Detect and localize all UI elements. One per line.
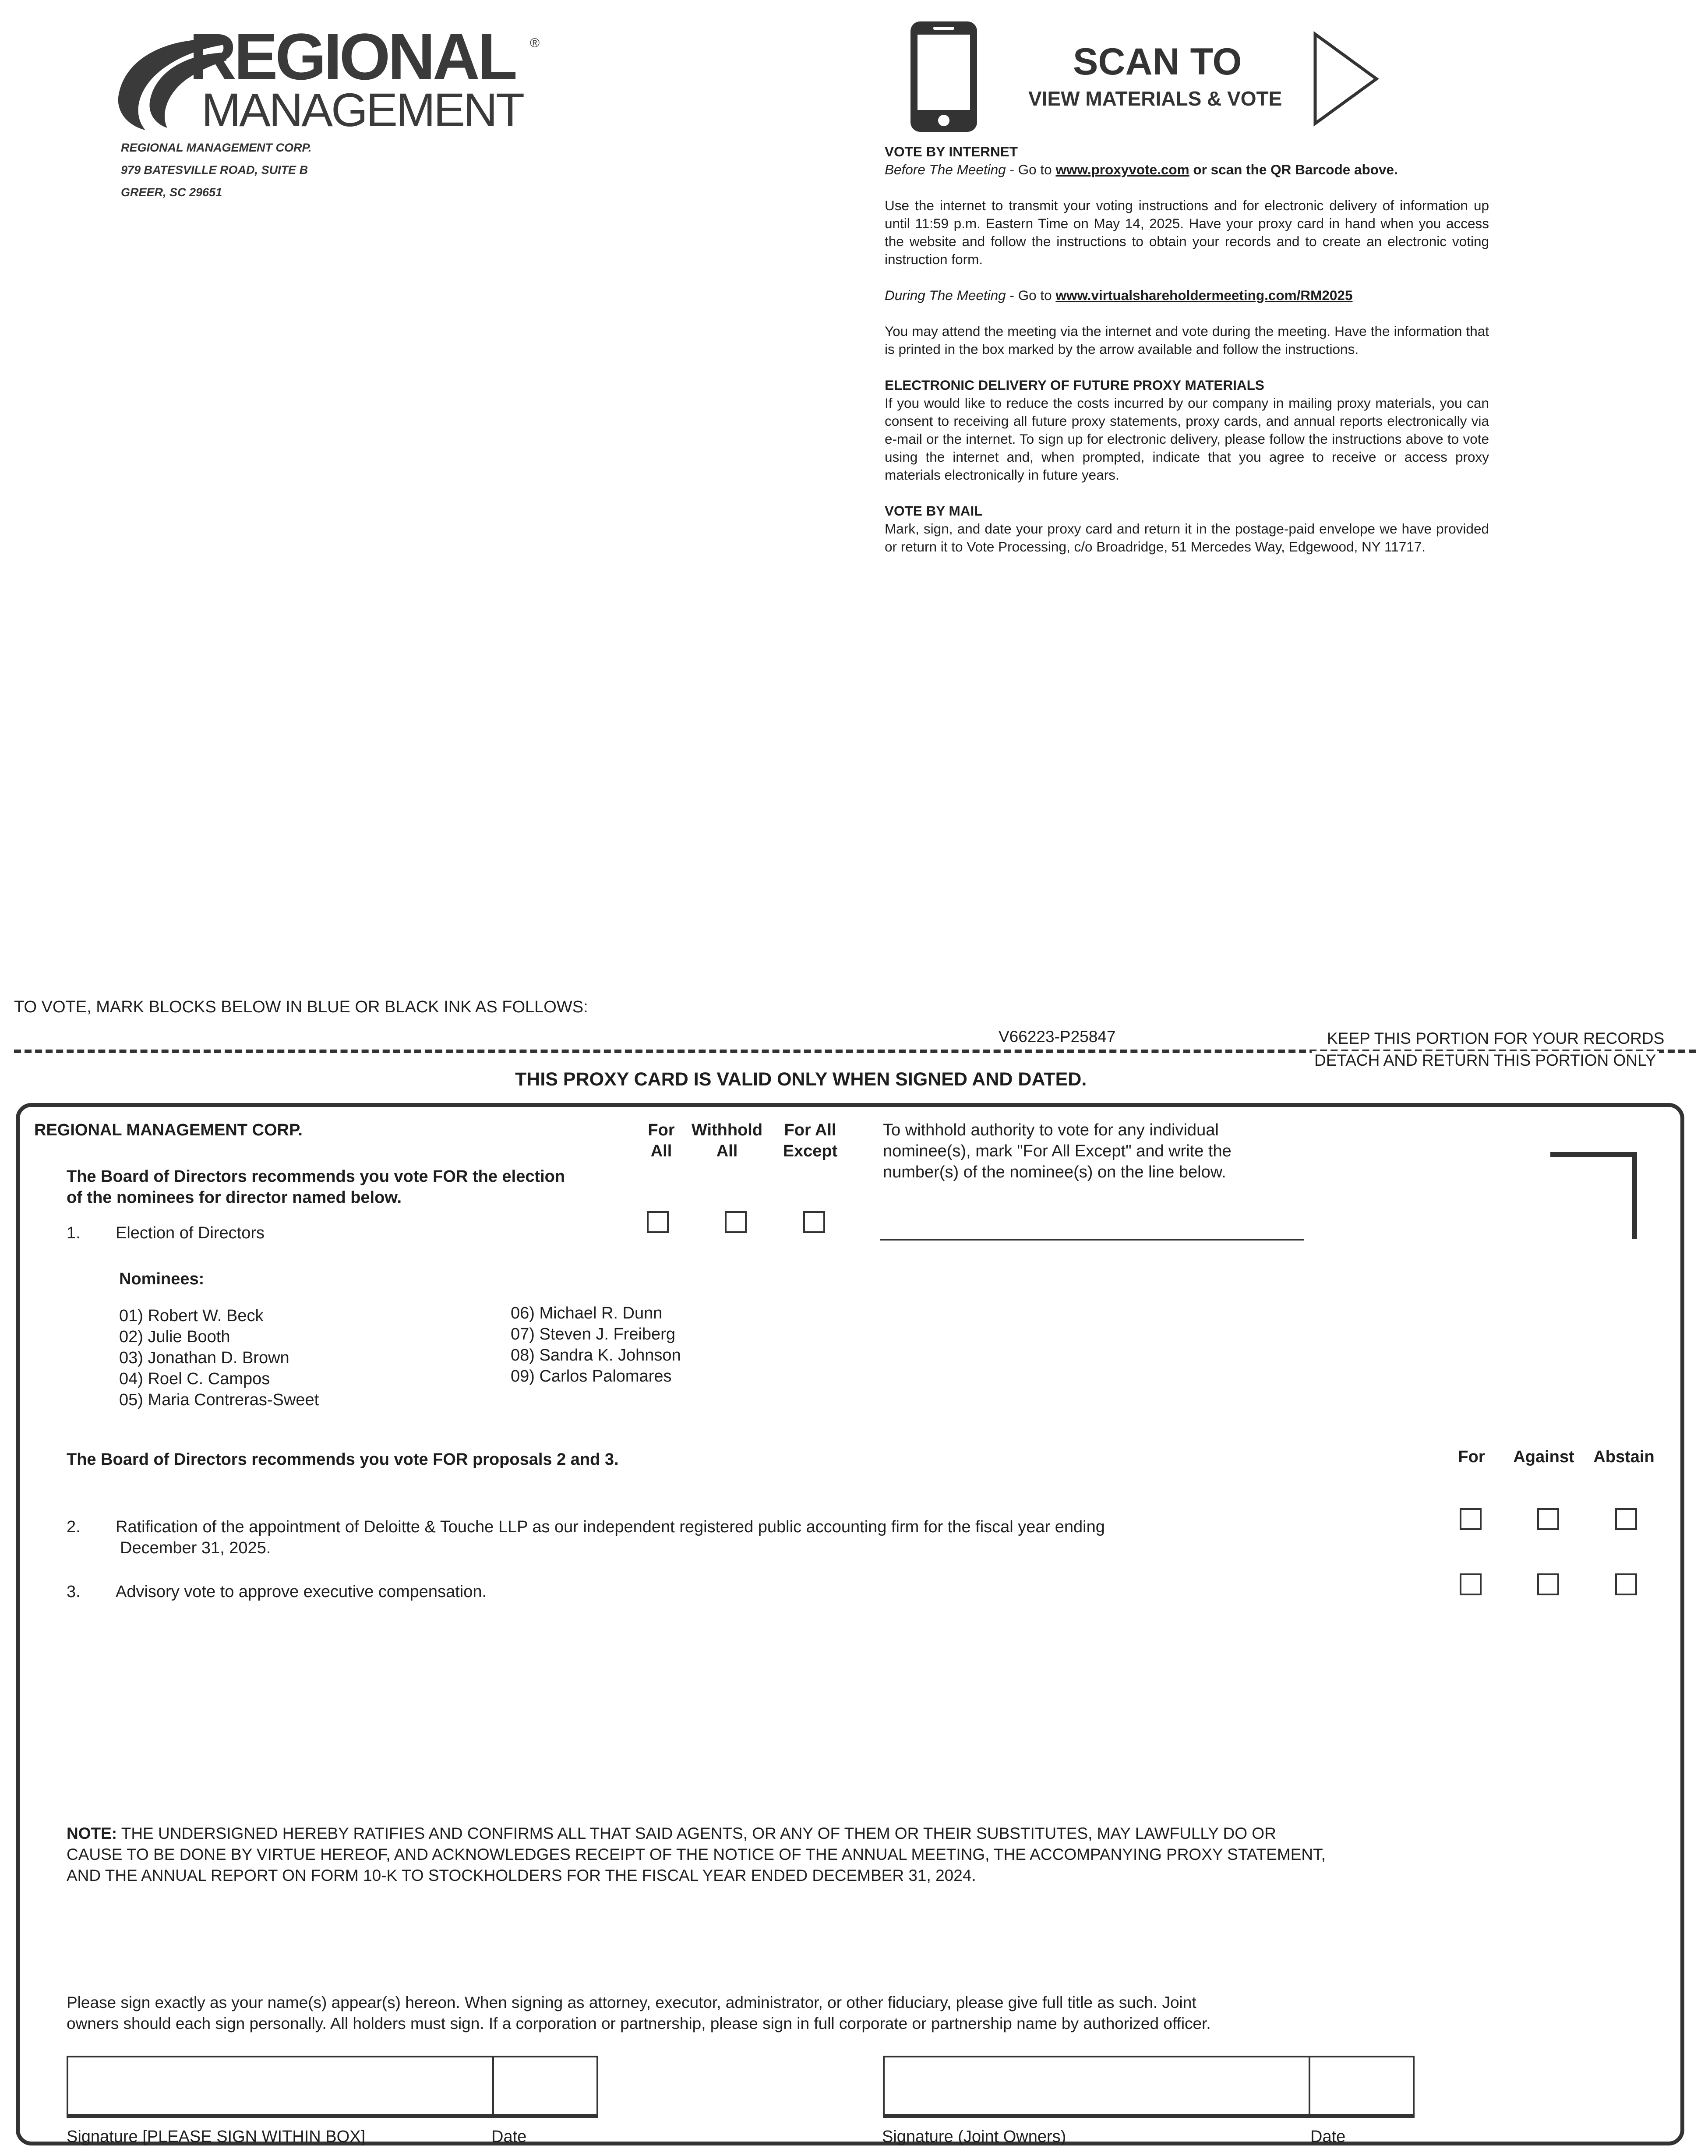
joint-signature-field[interactable]	[885, 2057, 1310, 2114]
item-3-text: Advisory vote to approve executive compensation.	[116, 1583, 487, 1601]
col-for-all-except	[771, 1120, 850, 1162]
item-2-line1: Ratification of the appointment of Deloitte & Touche LLP as our independent registered public accounting firm for the fiscal year ending	[116, 1518, 1105, 1536]
col-for-all-line1: For	[648, 1121, 675, 1139]
checkbox-item3-against[interactable]	[1537, 1573, 1559, 1595]
note-paragraph	[67, 1823, 1326, 1886]
withhold-note-line2: nominee(s), mark "For All Except" and write the	[883, 1142, 1232, 1160]
note-text-1: THE UNDERSIGNED HEREBY RATIFIES AND CONFIRMS ALL THAT SAID AGENTS, OR ANY OF THEM OR THEIR SUBSTITUTES, MAY LAWFULLY DO OR	[117, 1824, 1276, 1842]
date-field[interactable]	[494, 2057, 596, 2114]
nominee-item: 04) Roel C. Campos	[119, 1370, 270, 1388]
checkbox-for-all-except[interactable]	[803, 1211, 825, 1233]
nominee-item: 03) Jonathan D. Brown	[119, 1349, 289, 1367]
joint-signature-label: Signature (Joint Owners)	[882, 2128, 1066, 2146]
signature-label: Signature [PLEASE SIGN WITHIN BOX]	[67, 2128, 366, 2146]
date-label: Date	[491, 2128, 527, 2146]
board-rec1-line2: of the nominees for director named below.	[67, 1188, 402, 1207]
joint-date-label: Date	[1310, 2128, 1346, 2146]
voting-instructions	[885, 143, 1489, 556]
board-recommendation-2: The Board of Directors recommends you vote FOR proposals 2 and 3.	[67, 1450, 619, 1469]
company-logo	[115, 20, 548, 136]
vote-by-mail-heading: VOTE BY MAIL	[885, 503, 983, 519]
internet-body: Use the internet to transmit your voting instructions and for electronic delivery of information up until 11:59 p.m. Eastern Time on May 14, 2025. Have your proxy card in hand when you access the website and follow the instructions to obtain your records and to create an electronic voting instruction form.	[885, 198, 1489, 267]
before-meeting-label: Before The Meeting	[885, 162, 1006, 177]
checkbox-withhold-all[interactable]	[725, 1211, 747, 1233]
col-withhold-line1: Withhold	[691, 1121, 763, 1139]
scan-title: SCAN TO	[1073, 41, 1242, 83]
item-3-number: 3.	[67, 1583, 81, 1601]
electronic-delivery-heading: ELECTRONIC DELIVERY OF FUTURE PROXY MATERIALS	[885, 377, 1264, 393]
sign-instr-line2: owners should each sign personally. All holders must sign. If a corporation or partnership, please sign in full corporate or partnership name by authorized officer.	[67, 2015, 1211, 2032]
keep-portion-text: KEEP THIS PORTION FOR YOUR RECORDS	[1327, 1029, 1665, 1047]
note-line-1	[67, 1823, 1326, 1844]
withhold-note	[883, 1120, 1232, 1183]
col-except-line2: Except	[783, 1142, 838, 1160]
joint-date-field[interactable]	[1310, 2057, 1413, 2114]
signature-box-group-1	[67, 2056, 598, 2118]
note-line-3: AND THE ANNUAL REPORT ON FORM 10-K TO STOCKHOLDERS FOR THE FISCAL YEAR ENDED DECEMBER 31, 2024.	[67, 1866, 976, 1884]
sign-instructions	[67, 1992, 1211, 2034]
before-tail: or scan the QR Barcode above.	[1189, 162, 1398, 177]
signature-field[interactable]	[68, 2057, 494, 2114]
before-meeting-line	[885, 161, 1489, 179]
withhold-note-line1: To withhold authority to vote for any individual	[883, 1121, 1219, 1139]
col-against: Against	[1513, 1448, 1574, 1466]
sign-instr-line1: Please sign exactly as your name(s) appear(s) hereon. When signing as attorney, executor, administrator, or other fiduciary, please give full title as such. Joint	[67, 1993, 1196, 2011]
logo-text-regional: REGIONAL	[189, 20, 515, 93]
item-2-line2: December 31, 2025.	[120, 1539, 271, 1557]
ink-instruction: TO VOTE, MARK BLOCKS BELOW IN BLUE OR BLACK INK AS FOLLOWS:	[14, 998, 588, 1016]
registered-mark: ®	[530, 36, 540, 50]
nominees-label: Nominees:	[119, 1270, 205, 1288]
item-2-number: 2.	[67, 1518, 81, 1536]
nominees-right-list	[511, 1303, 681, 1387]
board-rec1-line1: The Board of Directors recommends you vote FOR the election	[67, 1167, 565, 1186]
control-code: V66223-P25847	[999, 1028, 1116, 1046]
during-meeting-line	[885, 286, 1489, 304]
board-recommendation-1	[67, 1166, 565, 1208]
note-line-2: CAUSE TO BE DONE BY VIRTUE HEREOF, AND ACKNOWLEDGES RECEIPT OF THE NOTICE OF THE ANNUAL MEETING, THE ACCOMPANYING PROXY STATEMENT,	[67, 1845, 1326, 1863]
address-line-3: GREER, SC 29651	[121, 186, 222, 199]
arrow-right-icon	[1312, 31, 1382, 127]
nominee-item: 01) Robert W. Beck	[119, 1307, 264, 1325]
checkbox-item3-abstain[interactable]	[1615, 1573, 1637, 1595]
virtual-meeting-link[interactable]: www.virtualshareholdermeeting.com/RM2025	[1055, 287, 1353, 303]
during-meeting-label: During The Meeting	[885, 287, 1006, 303]
col-withhold-line2: All	[716, 1142, 738, 1160]
nominee-item: 08) Sandra K. Johnson	[511, 1346, 681, 1364]
item-1-text: Election of Directors	[116, 1224, 265, 1242]
col-except-line1: For All	[784, 1121, 836, 1139]
address-line-2: 979 BATESVILLE ROAD, SUITE B	[121, 163, 308, 177]
nominee-item: 07) Steven J. Freiberg	[511, 1325, 675, 1343]
before-goto: - Go to	[1006, 162, 1056, 177]
nominee-item: 09) Carlos Palomares	[511, 1367, 672, 1385]
corner-mark-icon	[1550, 1151, 1638, 1239]
checkbox-item3-for[interactable]	[1460, 1573, 1482, 1595]
col-abstain: Abstain	[1593, 1448, 1655, 1466]
during-goto: - Go to	[1006, 287, 1056, 303]
col-withhold-all	[683, 1120, 771, 1162]
nominee-item: 05) Maria Contreras-Sweet	[119, 1391, 319, 1409]
proxy-card	[16, 1103, 1684, 2145]
valid-notice: THIS PROXY CARD IS VALID ONLY WHEN SIGNED AND DATED.	[515, 1069, 1087, 1090]
proxyvote-link[interactable]: www.proxyvote.com	[1055, 162, 1189, 177]
logo-text-management: MANAGEMENT	[201, 83, 523, 136]
col-for-all	[639, 1120, 683, 1162]
checkbox-for-all[interactable]	[647, 1211, 669, 1233]
nominee-number-line[interactable]	[880, 1239, 1304, 1241]
vote-by-internet-heading: VOTE BY INTERNET	[885, 144, 1018, 159]
scan-subtitle: VIEW MATERIALS & VOTE	[1028, 87, 1282, 110]
detach-portion-text: DETACH AND RETURN THIS PORTION ONLY	[1312, 1051, 1659, 1070]
address-line-1: REGIONAL MANAGEMENT CORP.	[121, 141, 312, 154]
item-2-text	[116, 1516, 1105, 1559]
checkbox-item2-against[interactable]	[1537, 1508, 1559, 1530]
vote-by-mail-body: Mark, sign, and date your proxy card and return it in the postage-paid envelope we have provided or return it to Vote Processing, c/o Broadridge, 51 Mercedes Way, Edgewood, NY 11717.	[885, 521, 1489, 555]
item-1-number: 1.	[67, 1224, 81, 1242]
signature-box-group-2	[883, 2056, 1415, 2118]
nominee-item: 06) Michael R. Dunn	[511, 1304, 663, 1322]
note-label: NOTE:	[67, 1824, 117, 1842]
phone-icon	[909, 20, 979, 134]
card-company-name: REGIONAL MANAGEMENT CORP.	[34, 1121, 303, 1139]
withhold-note-line3: number(s) of the nominee(s) on the line below.	[883, 1163, 1226, 1181]
nominee-item: 02) Julie Booth	[119, 1328, 230, 1346]
col-for: For	[1458, 1448, 1485, 1466]
col-for-all-line2: All	[650, 1142, 672, 1160]
checkbox-item2-for[interactable]	[1460, 1508, 1482, 1530]
during-body: You may attend the meeting via the internet and vote during the meeting. Have the information that is printed in the box marked by the arrow available and follow the instructions.	[885, 323, 1489, 357]
nominees-left-list	[119, 1305, 319, 1410]
checkbox-item2-abstain[interactable]	[1615, 1508, 1637, 1530]
electronic-delivery-body: If you would like to reduce the costs incurred by our company in mailing proxy materials, you can consent to receiving all future proxy statements, proxy cards, and annual reports electronically via e-mail or the internet. To sign up for electronic delivery, please follow the instructions above to vote using the internet and, when prompted, indicate that you agree to receive or access proxy materials electronically in future years.	[885, 395, 1489, 483]
